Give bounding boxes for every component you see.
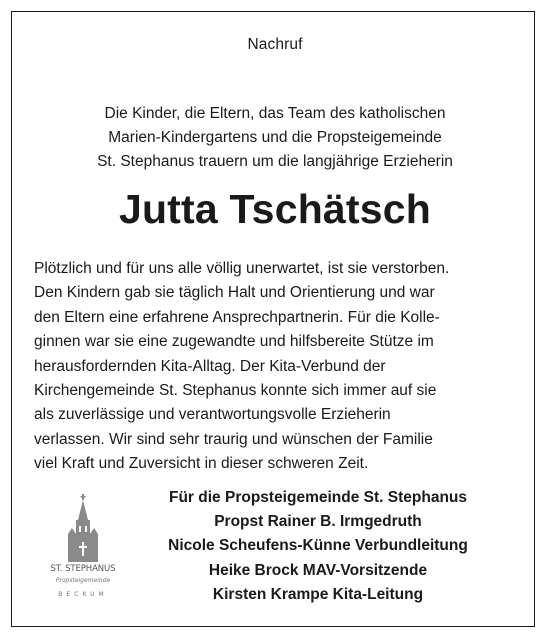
signature-line: Heike Brock MAV-Vorsitzende [208,561,428,579]
obituary-body [34,257,524,477]
signature-line: Nicole Scheufens-Künne Verbundleitung [168,537,468,555]
intro-line: Marien-Kindergartens und die Propsteigemeinde [108,129,442,146]
logo-subtitle: Propsteigemeinde [55,577,111,584]
body-line: Plötzlich und für uns alle völlig unerwartet, ist sie verstorben. [34,260,450,277]
body-line: ginnen war sie eine zugewandte und hilfsbereite Stütze im [34,333,434,351]
body-line: Den Kindern gab sie täglich Halt und Orientierung und war [34,284,435,302]
body-line: den Eltern eine erfahrene Ansprechpartnerin. Für die Kolle- [34,308,440,326]
body-line: viel Kraft und Zuversicht in dieser schweren Zeit. [34,455,369,473]
obituary-heading: Nachruf [247,36,303,53]
body-line: herausfordernden Kita-Alltag. Der Kita-Verbund der [34,357,386,375]
signature-line: Kirsten Krampe Kita-Leitung [212,585,424,603]
intro-line: Die Kinder, die Eltern, das Team des katholischen [104,105,446,122]
signature-line: Propst Rainer B. Irmgedruth [214,513,422,531]
signature-block [118,486,518,607]
signature-line: Für die Propsteigemeinde St. Stephanus [169,489,467,506]
intro-line: St. Stephanus trauern um die langjährige Erzieherin [97,153,453,170]
logo-city: BECKUM [58,591,108,598]
body-line: verlassen. Wir sind sehr traurig und wünschen der Familie [34,430,433,448]
body-line: als zuverlässige und verantwortungsvolle Erzieherin [34,406,391,424]
logo-name: ST. STEPHANUS [50,564,116,574]
deceased-name: Jutta Tschätsch [118,186,432,232]
body-line: Kirchengemeinde St. Stephanus konnte sich immer auf sie [34,382,437,400]
intro-text [0,102,550,174]
parish-logo [44,494,122,610]
church-tower-icon [60,494,106,562]
